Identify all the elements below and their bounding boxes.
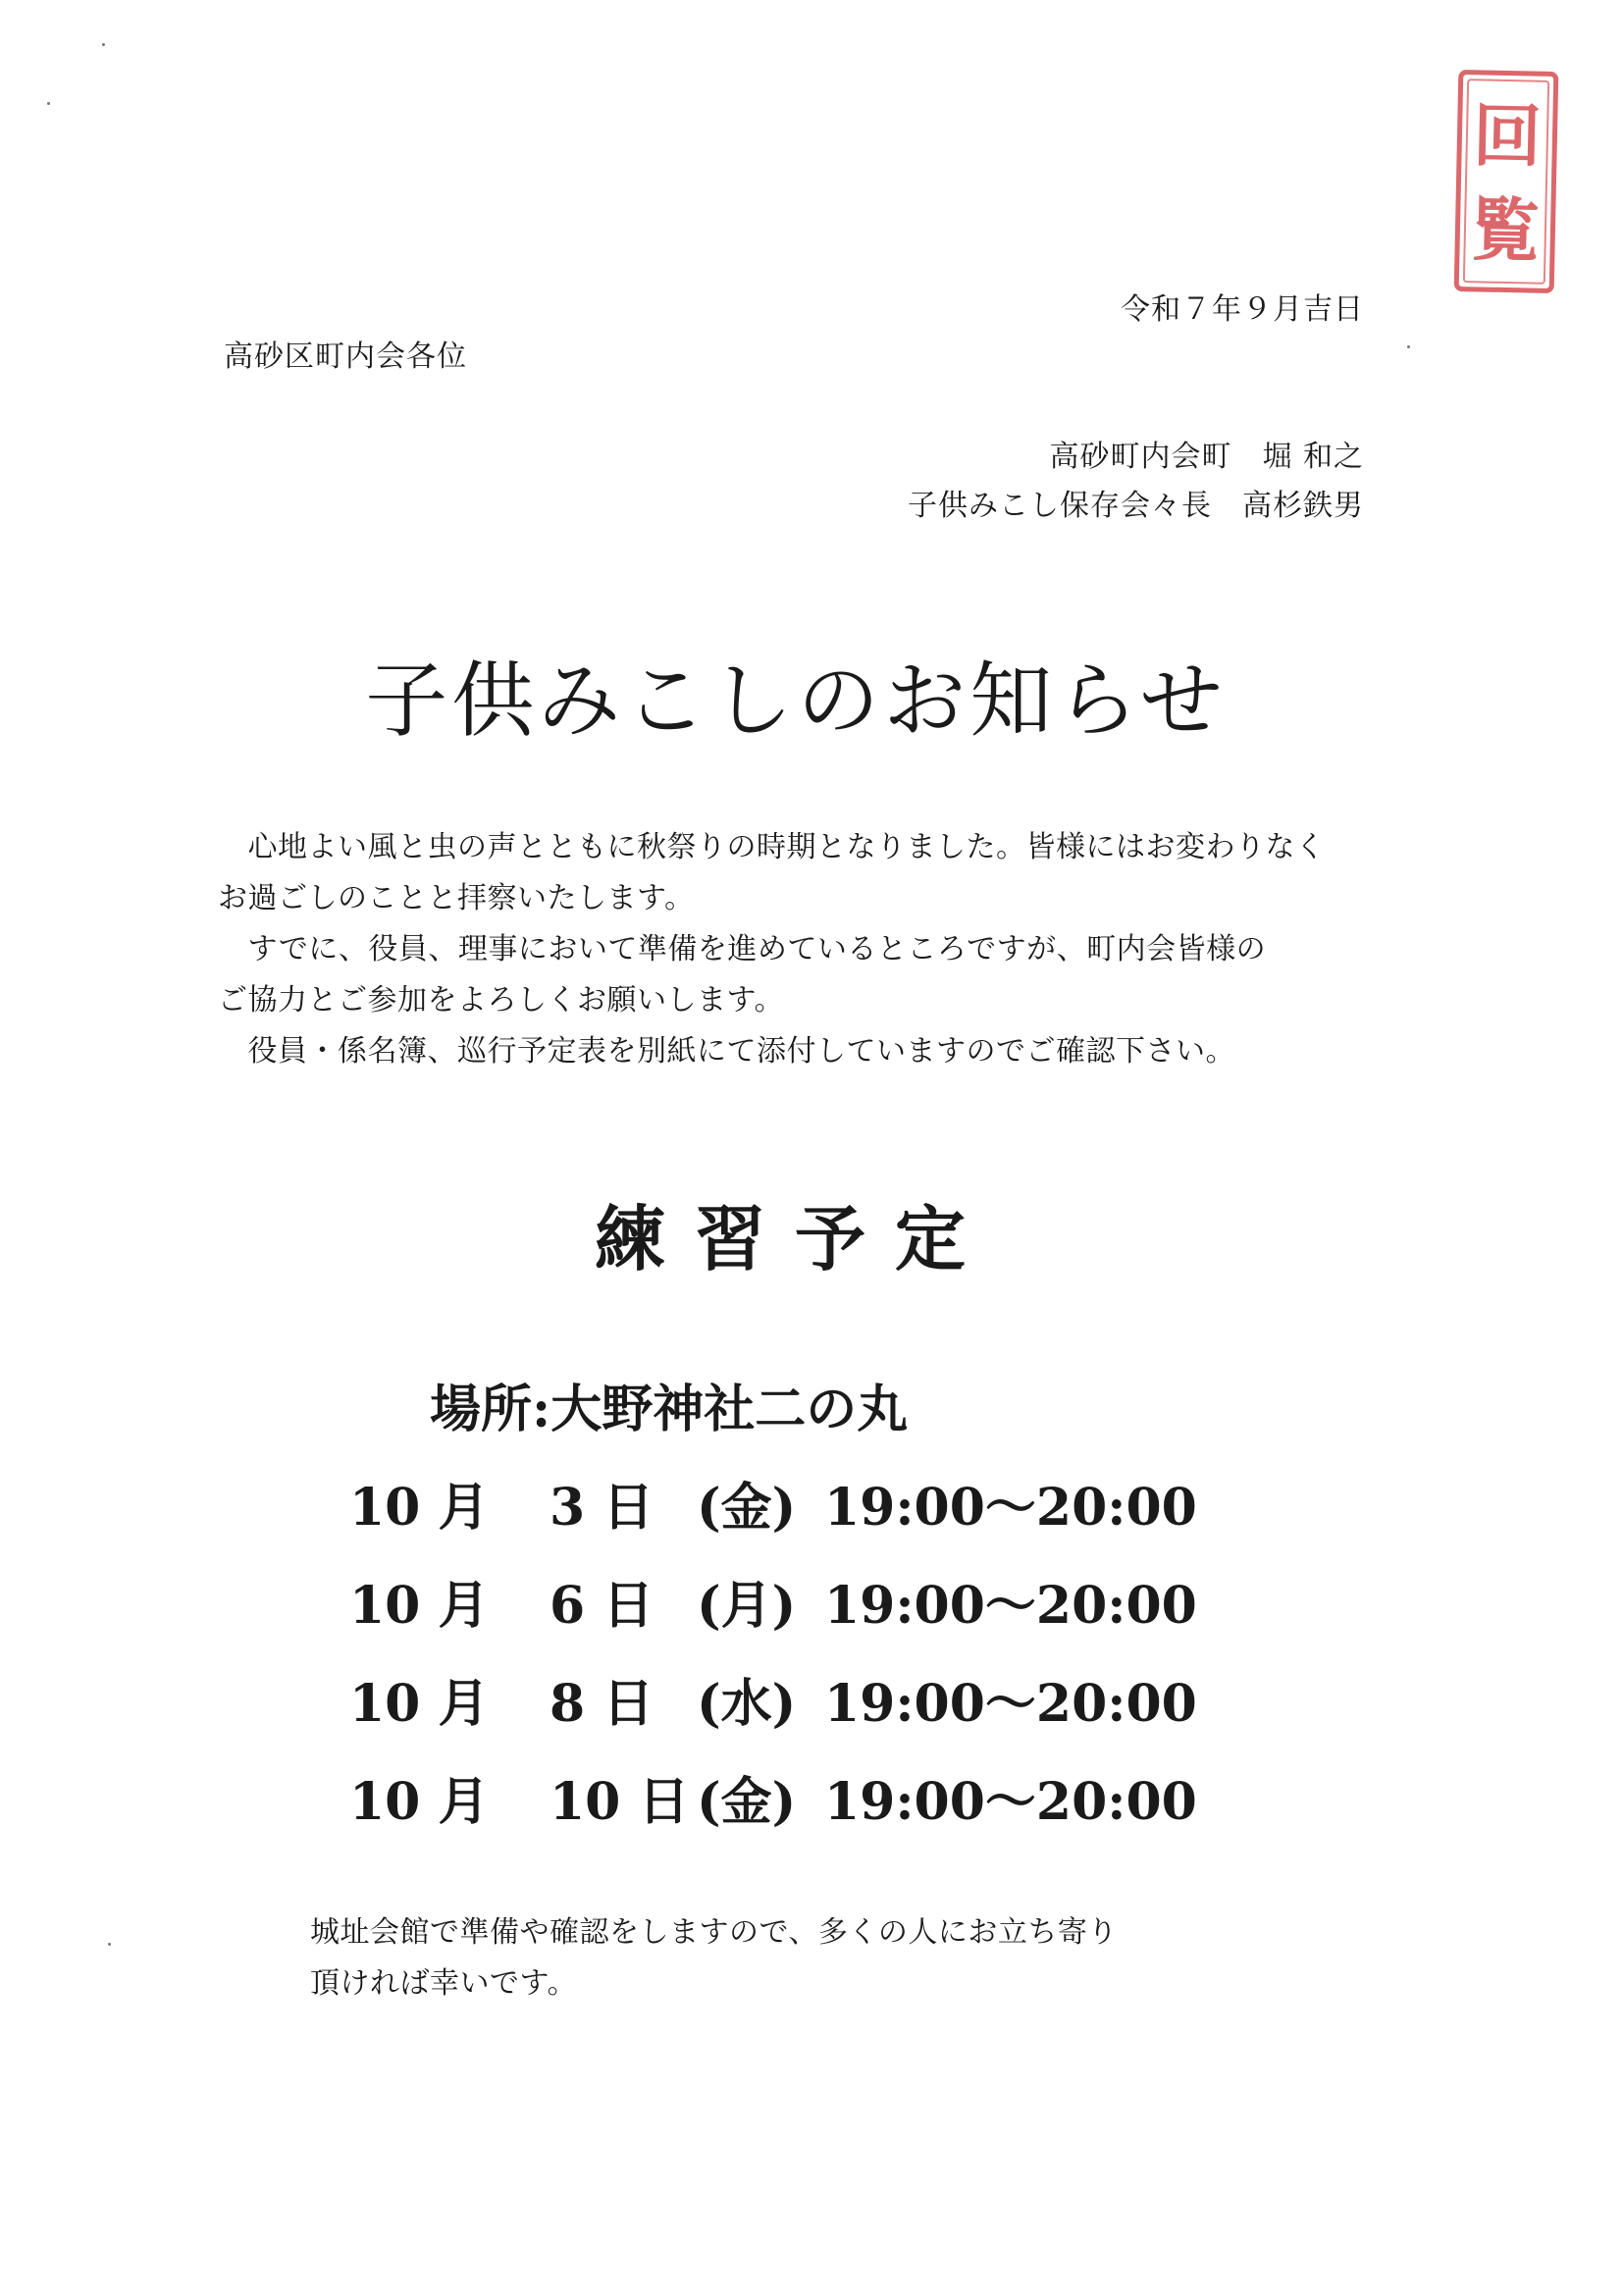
body-line: お過ごしのことと拝察いたします。 (218, 881, 695, 915)
schedule-row (349, 1770, 1197, 1835)
schedule-time: 19:00～20:00 (824, 1674, 1197, 1734)
body-line: ご協力とご参加をよろしくお願いします。 (218, 983, 785, 1018)
stamp-char-2: 覧 (1470, 189, 1541, 272)
sender-line-1: 高砂町内会町 堀 和之 (1049, 440, 1364, 474)
scan-speck (1407, 345, 1410, 348)
sender-line-2: 子供みこし保存会々長 高杉鉄男 (908, 489, 1364, 523)
schedule-weekday: (金) (697, 1478, 797, 1538)
closing-note (310, 1907, 1118, 2009)
schedule-weekday: (金) (697, 1772, 797, 1832)
practice-place: 場所:大野神社二の丸 (430, 1380, 909, 1439)
issue-date: 令和７年９月吉日 (1121, 292, 1364, 327)
scan-speck (102, 43, 105, 46)
schedule-month: 10 月 (349, 1772, 490, 1832)
addressee: 高砂区町内会各位 (224, 339, 467, 374)
schedule-row (349, 1672, 1197, 1737)
schedule-month: 10 月 (349, 1576, 490, 1636)
schedule-weekday: (水) (697, 1674, 797, 1734)
body-line: すでに、役員、理事において準備を進めているところですが、町内会皆様の (218, 932, 1267, 966)
schedule-time: 19:00～20:00 (824, 1576, 1197, 1636)
schedule-time: 19:00～20:00 (824, 1478, 1197, 1538)
scan-speck (108, 1943, 111, 1946)
document-title: 子供みこしのお知らせ (365, 652, 1227, 749)
body-line: 心地よい風と虫の声とともに秋祭りの時期となりました。皆様にはお変わりなく (218, 830, 1326, 864)
note-line: 城址会館で準備や確認をしますので、多くの人にお立ち寄り (310, 1915, 1118, 1950)
schedule-day: 10 日 (550, 1772, 690, 1832)
schedule-day: 8 日 (550, 1674, 654, 1734)
circulation-stamp (1454, 70, 1559, 293)
scan-speck (47, 102, 50, 105)
practice-heading: 練習予定 (594, 1197, 995, 1280)
body-text (218, 822, 1336, 1077)
schedule-row (349, 1574, 1197, 1639)
schedule-month: 10 月 (349, 1674, 490, 1734)
schedule-day: 3 日 (550, 1478, 654, 1538)
note-line: 頂ければ幸いです。 (310, 1966, 578, 2001)
schedule-day: 6 日 (550, 1576, 654, 1636)
schedule-weekday: (月) (697, 1576, 797, 1636)
schedule-time: 19:00～20:00 (824, 1772, 1197, 1832)
schedule-row (349, 1476, 1197, 1540)
stamp-char-1: 回 (1472, 95, 1543, 178)
schedule-month: 10 月 (349, 1478, 490, 1538)
body-line: 役員・係名簿、巡行予定表を別紙にて添付していますのでご確認下さい。 (218, 1034, 1235, 1069)
